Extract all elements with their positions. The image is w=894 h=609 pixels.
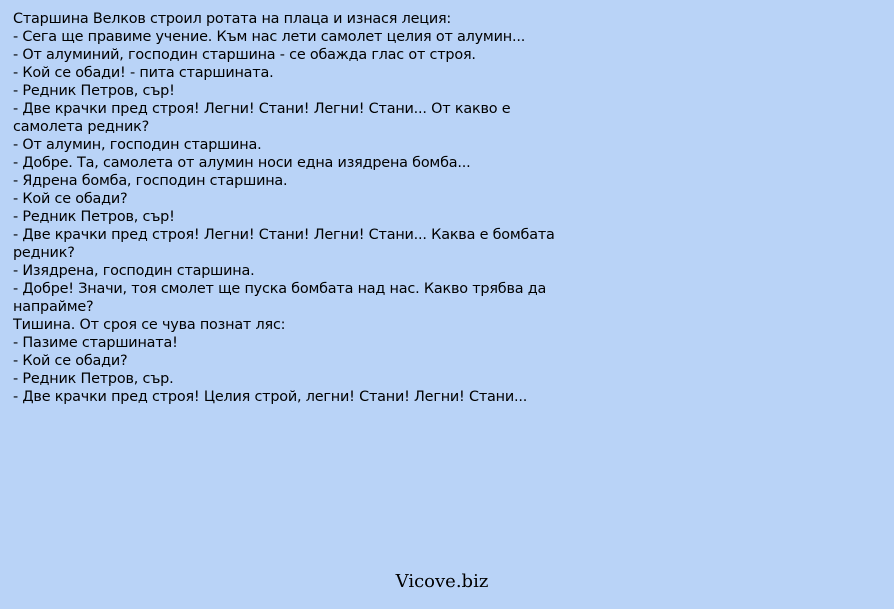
joke-line: - От алуминий, господин старшина - се обажда глас от строя. xyxy=(13,47,476,63)
joke-line: - Ядрена бомба, господин старшина. xyxy=(13,173,288,189)
joke-line: - Сега ще правиме учение. Към нас лети самолет целия от алумин... xyxy=(13,29,526,45)
joke-line: - Две крачки пред строя! Легни! Стани! Легни! Стани... От какво е самолета редник? xyxy=(13,101,511,135)
joke-line: - Редник Петров, сър. xyxy=(13,371,174,387)
joke-line: - Кой се обади! - пита старшината. xyxy=(13,65,274,81)
joke-line: Тишина. От сроя се чува познат ляс: xyxy=(13,317,286,333)
joke-line: - Пазиме старшината! xyxy=(13,335,178,351)
joke-line: - Две крачки пред строя! Целия строй, легни! Стани! Легни! Стани... xyxy=(13,389,528,405)
joke-line: - Кой се обади? xyxy=(13,353,128,369)
joke-line: - Добре. Та, самолета от алумин носи една изядрена бомба... xyxy=(13,155,471,171)
joke-line: - Редник Петров, сър! xyxy=(13,209,175,225)
joke-line: - Изядрена, господин старшина. xyxy=(13,263,255,279)
joke-text xyxy=(13,10,558,406)
joke-line: - От алумин, господин старшина. xyxy=(13,137,262,153)
joke-line: - Добре! Значи, тоя смолет ще пуска бомбата над нас. Какво трябва да напрайме? xyxy=(13,281,547,315)
joke-line: Старшина Велков строил ротата на плаца и изнася леция: xyxy=(13,11,452,27)
joke-line: - Кой се обади? xyxy=(13,191,128,207)
site-watermark: Vicove.biz xyxy=(395,571,489,592)
joke-line: - Две крачки пред строя! Легни! Стани! Легни! Стани... Каква е бомбата редник? xyxy=(13,227,555,261)
joke-line: - Редник Петров, сър! xyxy=(13,83,175,99)
